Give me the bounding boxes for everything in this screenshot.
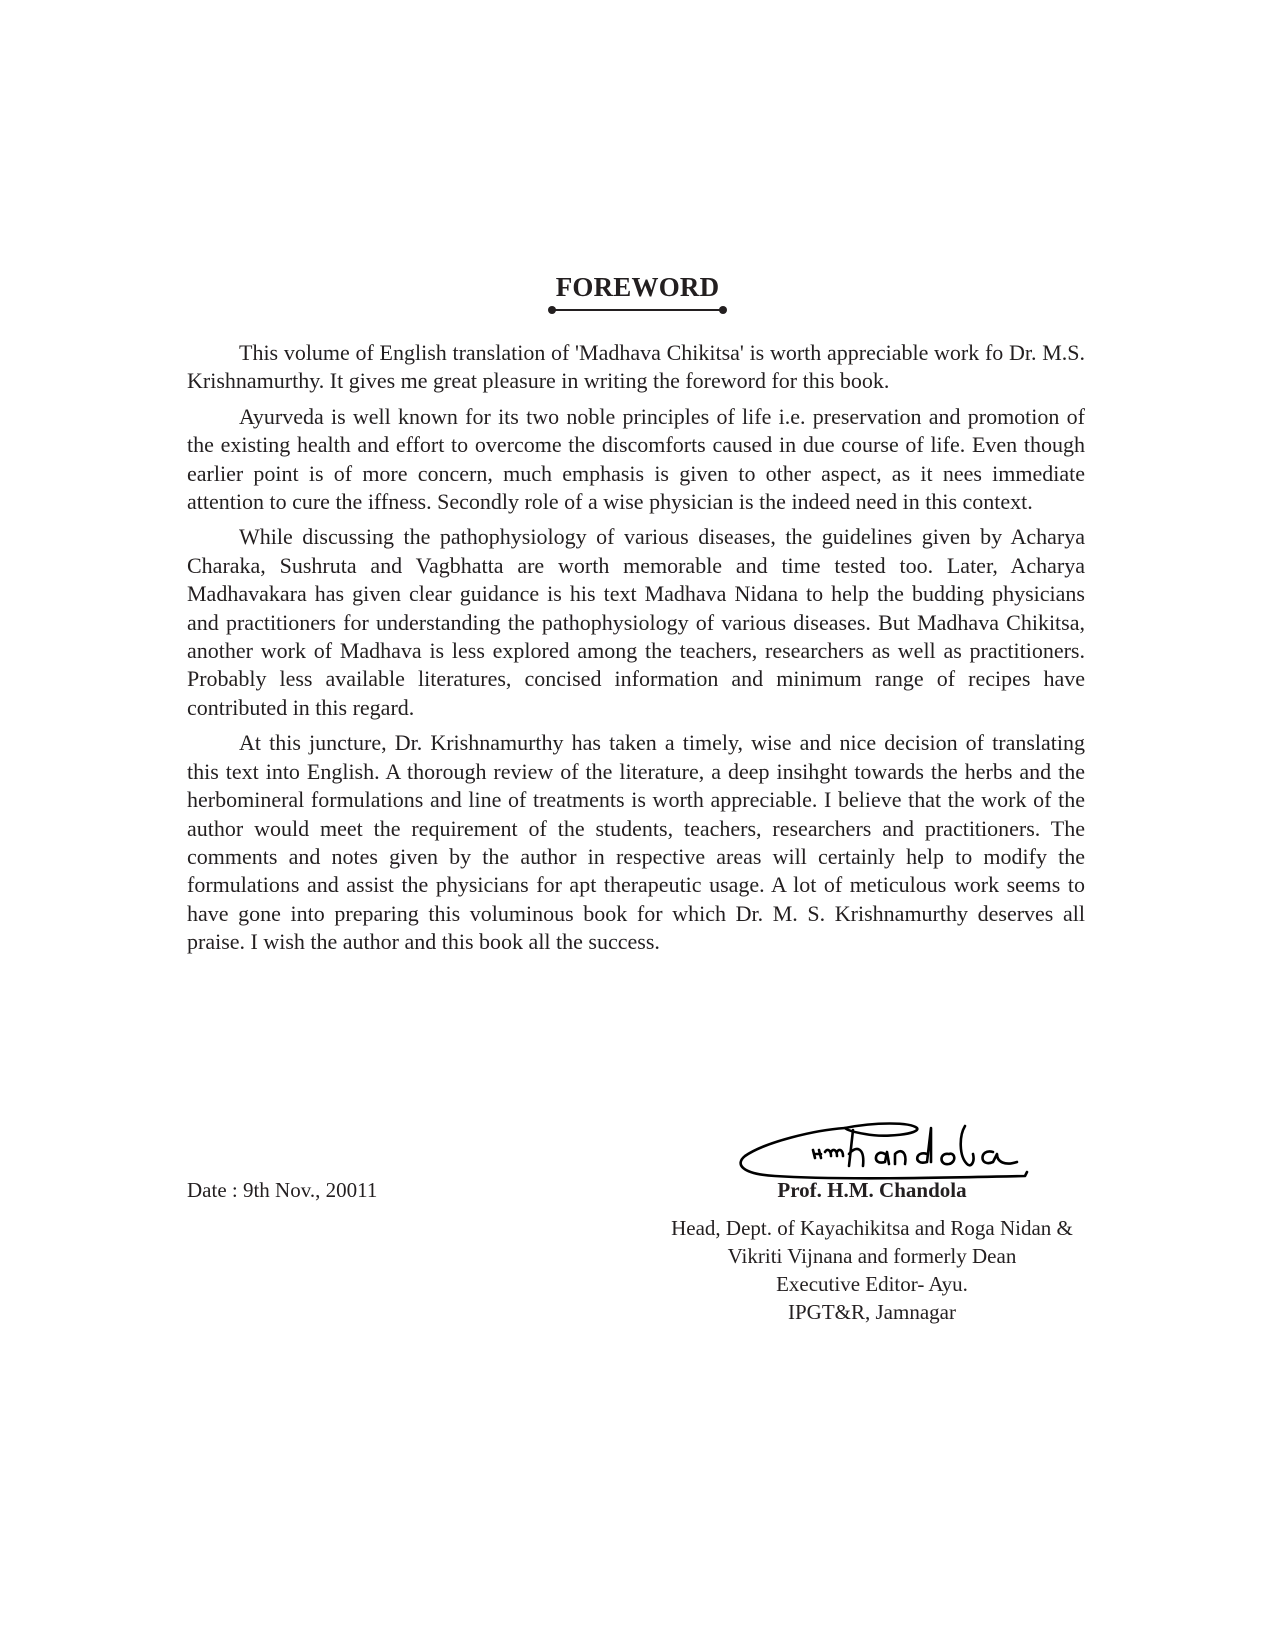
signatory-title-line: Head, Dept. of Kayachikitsa and Roga Nidan & bbox=[671, 1216, 1073, 1240]
heading-container bbox=[0, 270, 1275, 308]
signatory-name: Prof. H.M. Chandola bbox=[777, 1178, 967, 1202]
paragraph: Ayurveda is well known for its two noble principles of life i.e. preservation and promotion of the existing health and effort to overcome the discomforts caused in due course of life. Even though earlier point is of more concern, much emphasis is given to other aspect, as it nees immediate attention to cure the iffness. Secondly role of a wise physician is the indeed need in this context. bbox=[187, 403, 1085, 515]
paragraph: This volume of English translation of 'Madhava Chikitsa' is worth appreciable work fo Dr. M.S. Krishnamurthy. It gives me great pleasure in writing the foreword for this book. bbox=[187, 340, 1085, 394]
signature-loop bbox=[845, 1124, 917, 1136]
foreword-body bbox=[187, 339, 1085, 964]
signatory-affiliation: IPGT&R, Jamnagar bbox=[788, 1300, 956, 1324]
foreword-heading bbox=[546, 270, 730, 308]
paragraph: While discussing the pathophysiology of various diseases, the guidelines given by Acharya Charaka, Sushruta and Vagbhatta are worth memorable and time tested too. Later, Acharya Madhavakara has given clear guidance is his text Madhava Nidana to help the budding physicians and practitioners for understanding the pathophysiology of various diseases. But Madhava Chikitsa, another work of Madhava is less explored among the teachers, researchers as well as practitioners. Probably less available literatures, concised information and minimum range of recipes have contributed in this regard. bbox=[187, 524, 1085, 720]
page-title: FOREWORD bbox=[555, 272, 720, 302]
heading-underline bbox=[552, 309, 724, 311]
signature-andola bbox=[876, 1126, 1017, 1165]
paragraph: At this juncture, Dr. Krishnamurthy has taken a timely, wise and nice decision of translating this text into English. A thorough review of the literature, a deep insihght towards the herbs and the herbomineral formulations and line of treatments is worth appreciable. I believe that the work of the author would meet the requirement of the students, teachers, researchers and practitioners. The comments and notes given by the author in respective areas will certainly help to modify the formulations and assist the physicians for apt therapeutic usage. A lot of meticulous work seems to have gone into preparing this voluminous book for which Dr. M. S. Krishnamurthy deserves all praise. I wish the author and this book all the success. bbox=[187, 730, 1085, 955]
signatory-title-line: Executive Editor- Ayu. bbox=[776, 1272, 968, 1296]
signature-initials bbox=[813, 1150, 843, 1158]
signature-h bbox=[849, 1130, 863, 1166]
foreword-date: Date : 9th Nov., 20011 bbox=[187, 1178, 378, 1202]
underline-dot-left bbox=[548, 306, 556, 314]
signatory-title-line: Vikriti Vijnana and formerly Dean bbox=[727, 1244, 1017, 1268]
signatory-block bbox=[612, 1176, 1132, 1326]
underline-dot-right bbox=[719, 306, 727, 314]
handwritten-signature bbox=[735, 1112, 1035, 1184]
